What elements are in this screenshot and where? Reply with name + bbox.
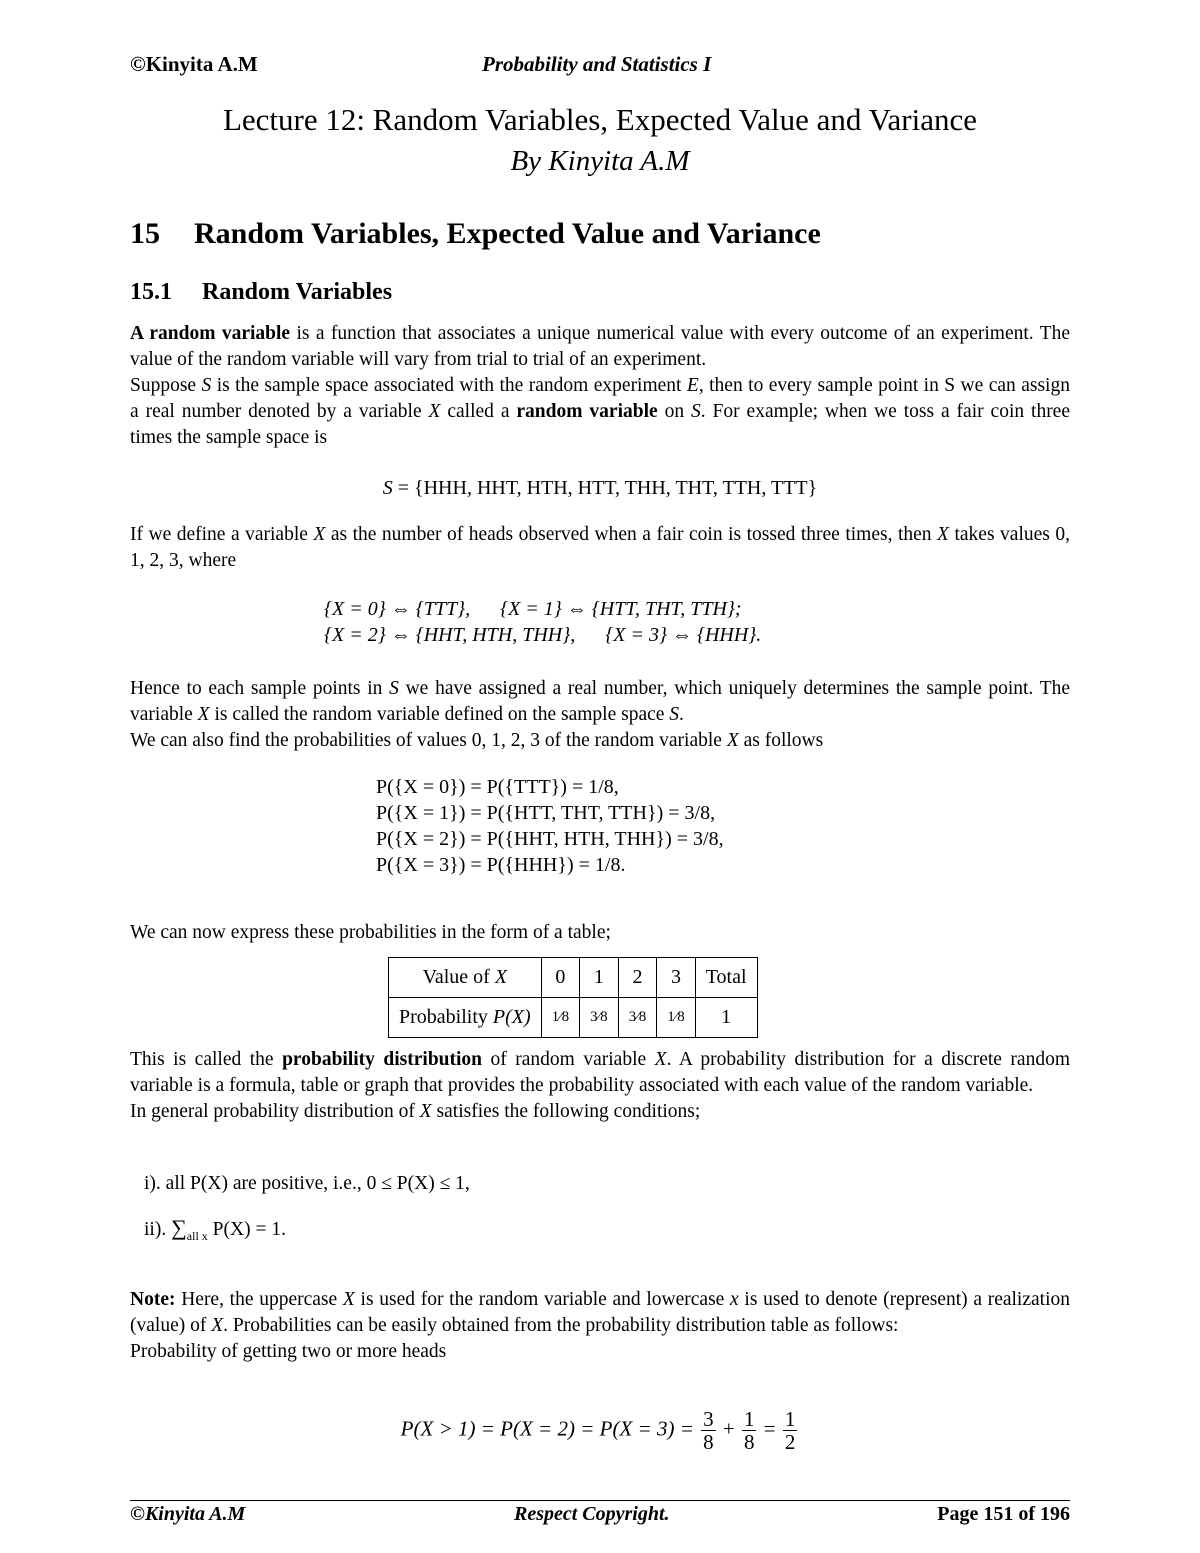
subsection-title: Random Variables: [202, 279, 393, 305]
paragraph-assignment: [130, 676, 1070, 754]
math-var: X: [654, 1049, 667, 1070]
page-number: Page 151 of 196: [937, 1503, 1070, 1525]
page-footer: [130, 1503, 1070, 1531]
paragraph-distribution: [130, 1047, 1070, 1125]
subsection-number: 15.1: [130, 279, 172, 305]
table-cell: 1⁄8: [541, 998, 580, 1038]
text: If we define a variable: [130, 524, 314, 545]
text: called a: [440, 401, 517, 422]
denominator: 2: [784, 1430, 796, 1454]
denominator: 8: [703, 1430, 714, 1454]
list-item-text: P(X) = 1.: [207, 1219, 286, 1240]
table-row: [389, 998, 758, 1038]
probability-equations: [376, 774, 724, 878]
table-cell: 3⁄8: [580, 998, 619, 1038]
section-title: Random Variables, Expected Value and Variance: [194, 217, 821, 250]
text: is used to denote (represent) a realization (value) of: [130, 1289, 1070, 1336]
math-var: P(X): [492, 1006, 531, 1028]
fraction: [701, 1408, 716, 1453]
footer-author: ©Kinyita A.M: [130, 1503, 246, 1525]
list-item: [144, 1214, 286, 1250]
sum-subscript: all x: [186, 1228, 208, 1243]
numerator: 3: [703, 1407, 714, 1431]
fraction: [783, 1408, 798, 1453]
prob-eq-3: P({X = 3}) = P({HHH}) = 1/8.: [376, 854, 626, 876]
math-var: X: [342, 1289, 355, 1310]
text: Here, the uppercase: [175, 1289, 343, 1310]
table-cell: 2: [618, 958, 657, 998]
table-cell: 1⁄8: [657, 998, 696, 1038]
operator: =: [758, 1416, 781, 1441]
text: satisfies the following conditions;: [431, 1101, 701, 1122]
numerator: 1: [743, 1407, 755, 1431]
denominator: 8: [743, 1430, 755, 1454]
sample-space-equation: [130, 474, 1070, 502]
math-var: X: [494, 966, 508, 988]
cell-text: Probability: [399, 1006, 493, 1028]
math-var: S: [201, 375, 212, 396]
sample-space-set: = {HHH, HHT, HTH, HTT, THH, THT, TTH, TTT}: [392, 477, 818, 499]
term-probability-distribution: probability distribution: [282, 1049, 483, 1070]
text: we have assigned a real number, which uniquely determines the sample point. The variable: [130, 678, 1070, 725]
table-cell: 0: [541, 958, 580, 998]
math-var: X: [428, 401, 441, 422]
list-item-label: ii).: [144, 1219, 167, 1240]
section-number: 15: [130, 217, 160, 250]
event-equations: [324, 596, 761, 648]
text: as follows: [738, 730, 824, 751]
footer-copyright: Respect Copyright.: [514, 1503, 670, 1525]
header-author: ©Kinyita A.M: [130, 52, 258, 76]
subsection-heading: [130, 276, 392, 308]
term-random-variable: A random variable: [130, 323, 291, 344]
text: . For example; when we toss a fair coin three times the sample space is: [130, 401, 1070, 448]
text: of random variable: [482, 1049, 655, 1070]
paragraph-table-intro: We can now express these probabilities in the form of a table;: [130, 922, 611, 943]
math-var: S: [669, 704, 680, 725]
text: as the number of heads observed when a fair coin is tossed three times, then: [325, 524, 938, 545]
text: Probability of getting two or more heads: [130, 1341, 447, 1362]
probability-distribution-table: [388, 957, 758, 1038]
table-header-cell: [389, 998, 542, 1038]
math-var: X: [313, 524, 326, 545]
prob-eq-0: P({X = 0}) = P({TTT}) = 1/8,: [376, 776, 619, 798]
conditions-list: [144, 1170, 1044, 1250]
event-eq: {X = 0} ⇔ {TTT},: [324, 598, 471, 620]
math-var: X: [419, 1101, 432, 1122]
note-label: Note:: [130, 1289, 176, 1310]
text: This is called the: [130, 1049, 283, 1070]
paragraph-definition: [130, 321, 1070, 451]
table-cell: 3⁄8: [618, 998, 657, 1038]
text: Hence to each sample points in: [130, 678, 390, 699]
event-eq: {X = 2} ⇔ {HHT, HTH, THH},: [324, 624, 576, 646]
text: takes values 0, 1, 2, 3, where: [130, 524, 1070, 571]
term-random-variable: random variable: [516, 401, 658, 422]
prob-eq-2: P({X = 2}) = P({HHT, HTH, THH}) = 3/8,: [376, 828, 724, 850]
text: . A probability distribution for a discrete random variable is a formula, table or graph that provides the probability associated with each value of the random variable.: [130, 1049, 1070, 1096]
table-row: [389, 958, 758, 998]
numerator: 1: [784, 1407, 796, 1431]
event-eq: {X = 1} ⇔ {HTT, THT, TTH};: [500, 598, 742, 620]
list-item-label: i).: [144, 1173, 161, 1194]
definition-text: is a function that associates a unique numerical value with every outcome of an experiment. The value of the random variable will vary from trial to trial of an experiment.: [130, 323, 1071, 370]
table-cell: 3: [657, 958, 696, 998]
math-var: E: [686, 375, 699, 396]
math-var: S: [382, 477, 393, 499]
text: is used for the random variable and lowercase: [354, 1289, 731, 1310]
page-header: [130, 52, 1070, 80]
table-cell: 1: [580, 958, 619, 998]
math-var: X: [726, 730, 739, 751]
table-header-cell: [389, 958, 542, 998]
text: , then to every sample point in S we can assign a real number denoted by a variable: [130, 375, 1070, 422]
sum-symbol: ∑: [171, 1215, 187, 1240]
fraction: [742, 1408, 757, 1453]
math-var: X: [197, 704, 210, 725]
text: Suppose: [130, 375, 202, 396]
text: is the sample space associated with the random experiment: [211, 375, 687, 396]
math-var: X: [937, 524, 949, 545]
section-heading: [130, 214, 821, 254]
prob-eq-1: P({X = 1}) = P({HTT, THT, TTH}) = 3/8,: [376, 802, 716, 824]
text: . Probabilities can be easily obtained from the probability distribution table as follows:: [223, 1315, 899, 1336]
footer-rule: [130, 1500, 1070, 1501]
math-var: S: [691, 401, 701, 422]
cell-text: Value of: [422, 966, 495, 988]
page: [130, 0, 1070, 1553]
paragraph-note: [130, 1287, 1070, 1365]
lecture-title: Lecture 12: Random Variables, Expected Value and Variance: [222, 102, 978, 137]
list-item-text: all P(X) are positive, i.e., 0 ≤ P(X) ≤ 1,: [165, 1173, 470, 1194]
event-eq: {X = 3} ⇔ {HHH}.: [605, 624, 762, 646]
final-equation: [130, 1408, 1070, 1453]
math-var: x: [730, 1289, 739, 1310]
text: .: [679, 704, 684, 725]
math-var: S: [389, 678, 399, 699]
paragraph-variable-definition: [130, 522, 1070, 574]
math-var: X: [211, 1315, 224, 1336]
lecture-byline: By Kinyita A.M: [510, 145, 690, 177]
operator: +: [717, 1416, 740, 1441]
list-item: [144, 1170, 470, 1198]
text: is called the random variable defined on the sample space: [209, 704, 670, 725]
equation-lhs: P(X > 1) = P(X = 2) = P(X = 3) =: [400, 1416, 700, 1441]
header-course: Probability and Statistics I: [482, 52, 712, 76]
text: on: [657, 401, 691, 422]
text: In general probability distribution of: [130, 1101, 420, 1122]
table-cell: 1: [695, 998, 757, 1038]
text: We can also find the probabilities of values 0, 1, 2, 3 of the random variable: [130, 730, 727, 751]
table-cell: Total: [695, 958, 757, 998]
